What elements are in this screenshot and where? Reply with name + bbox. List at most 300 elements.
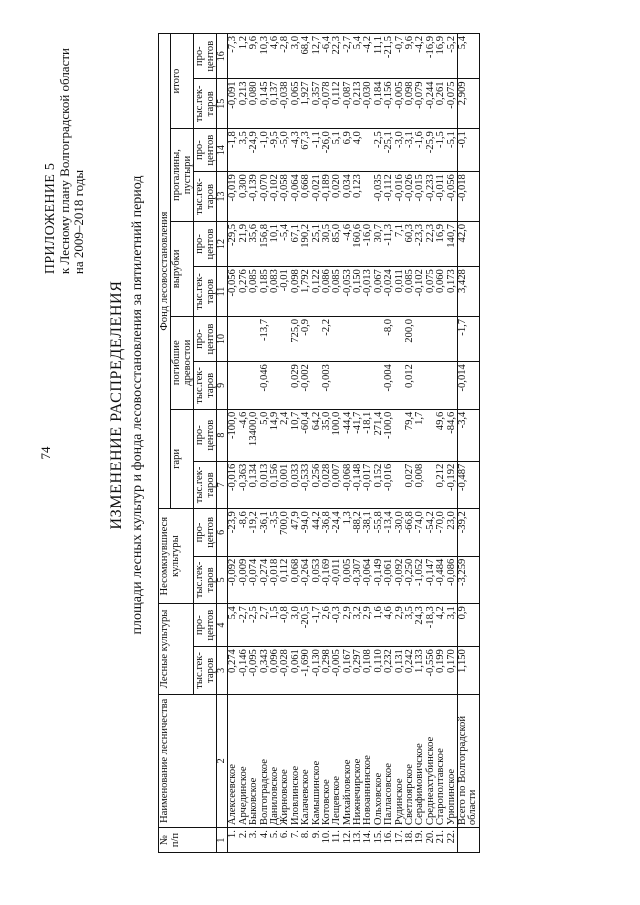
value-col-12-cell: 160,6 xyxy=(352,223,364,248)
value-col-8-cell: 64,2 xyxy=(310,411,322,431)
value-col-6-cell: -74,0 xyxy=(414,511,426,534)
value-col-5-cell: -0,061 xyxy=(383,558,395,587)
value-col-6-cell: -30,0 xyxy=(393,511,405,534)
forestry-name-cell: Лещевское xyxy=(331,776,343,826)
value-col-4-cell: 1,5 xyxy=(268,606,280,620)
value-col-3-cell: 0,297 xyxy=(352,649,364,673)
value-col-16-cell: 9,6 xyxy=(248,36,260,50)
header-burns: гари xyxy=(171,409,194,509)
value-col-5-cell: -0,274 xyxy=(258,558,270,587)
value-col-16-cell: -5,2 xyxy=(445,36,457,53)
total-label: Всего по Волгоградской области xyxy=(458,694,480,827)
value-col-16-cell: -2,7 xyxy=(341,36,353,53)
row-index-cell: 15. xyxy=(372,830,384,844)
value-col-14-cell: -2,5 xyxy=(372,131,384,148)
value-col-11-cell: 0,085 xyxy=(404,269,416,293)
value-col-12-cell: -29,5 xyxy=(227,223,239,246)
value-col-16-cell: 1,2 xyxy=(237,36,249,50)
value-col-7-cell: -0,148 xyxy=(352,463,364,492)
value-col-16-cell: -16,9 xyxy=(424,36,436,59)
value-col-5-cell: -0,264 xyxy=(300,558,312,587)
value-col-5-cell: -0,086 xyxy=(445,558,457,587)
value-col-7-column xyxy=(228,461,458,509)
forestry-name-cell: Новоаннинское xyxy=(362,755,374,826)
value-col-11-cell: -0,053 xyxy=(341,269,353,297)
value-col-16-cell: 9,6 xyxy=(404,36,416,50)
row-index-cell: 10. xyxy=(320,830,332,844)
forestry-name-cell: Арчединское xyxy=(237,766,249,826)
value-col-4-cell: 24,3 xyxy=(414,606,426,625)
value-col-15-cell: -0,244 xyxy=(424,81,436,109)
row-index-cell: 11. xyxy=(331,830,343,843)
value-col-3-cell: 0,170 xyxy=(445,649,457,673)
value-col-10-cell: -8,0 xyxy=(383,318,395,336)
value-col-11-cell: -0,024 xyxy=(383,269,395,297)
value-col-16-cell: 3,0 xyxy=(289,36,301,50)
value-col-16-cell: 10,3 xyxy=(258,36,270,55)
value-col-13-cell: -0,026 xyxy=(404,174,416,202)
value-col-10-cell xyxy=(239,319,249,359)
value-col-12-cell: 21,9 xyxy=(237,223,249,243)
value-col-3-cell: 1,133 xyxy=(414,649,426,673)
value-col-15-cell: 0,213 xyxy=(352,81,364,106)
value-col-9-cell: -0,046 xyxy=(258,364,270,392)
value-col-8-cell: 1,7 xyxy=(414,411,426,425)
column-number: 2 xyxy=(217,694,228,827)
value-col-8-cell: 10,7 xyxy=(289,411,301,431)
value-col-3-cell: 0,298 xyxy=(320,649,332,673)
value-col-13-cell: -0,016 xyxy=(393,174,405,202)
value-col-3-cell: 0,199 xyxy=(435,649,447,673)
header-dead-stands: погибшие древостои xyxy=(171,316,194,409)
value-col-13-cell: -0,112 xyxy=(383,174,395,202)
value-col-3-cell: 0,110 xyxy=(372,649,384,673)
value-col-12-cell: 30,7 xyxy=(372,223,384,243)
value-col-14-cell: -5,1 xyxy=(445,131,457,148)
unit-pct-label: про-центов xyxy=(194,409,217,461)
value-col-8-cell: -18,1 xyxy=(362,411,374,434)
value-col-3-cell: -0,028 xyxy=(279,649,291,677)
value-col-16-cell: -21,5 xyxy=(383,36,395,59)
value-col-11-cell: 0,150 xyxy=(352,269,364,293)
value-col-5-cell: -0,064 xyxy=(362,558,374,587)
total-value: -0,487 xyxy=(458,461,480,509)
row-index-cell: 9. xyxy=(310,830,322,839)
value-col-16-column xyxy=(228,34,458,79)
column-number: 6 xyxy=(217,509,228,557)
value-col-13-cell: 0,020 xyxy=(331,174,343,198)
value-col-12-cell: 85,0 xyxy=(331,223,343,243)
value-col-5-cell: -0,009 xyxy=(237,558,249,587)
forestry-name-column xyxy=(228,694,458,827)
value-col-7-cell: 0,156 xyxy=(268,463,280,488)
value-col-6-cell: -24,4 xyxy=(331,511,343,534)
header-clearings: вырубки xyxy=(171,221,194,316)
value-col-5-cell: -0,018 xyxy=(268,558,280,587)
value-col-8-cell: -60,4 xyxy=(300,411,312,434)
value-col-9-cell xyxy=(239,364,249,407)
value-col-3-cell: 0,096 xyxy=(268,649,280,673)
column-number: 1 xyxy=(217,828,228,853)
value-col-5-cell: -0,011 xyxy=(331,558,343,586)
column-number: 13 xyxy=(217,172,228,222)
forestry-name-cell: Светлоярское xyxy=(404,764,416,826)
row-index-cell: 6. xyxy=(279,830,291,839)
value-col-14-cell: 3,5 xyxy=(237,131,249,145)
value-col-9-cell xyxy=(436,364,446,407)
value-col-16-cell: 11,1 xyxy=(372,36,384,55)
value-col-14-cell: -9,5 xyxy=(268,131,280,148)
value-col-10-cell: 725,0 xyxy=(289,318,301,343)
value-col-15-cell: 0,357 xyxy=(310,81,322,106)
value-col-10-cell xyxy=(363,319,373,359)
value-col-15-cell: -0,087 xyxy=(341,81,353,109)
value-col-7-cell: -0,363 xyxy=(237,463,249,492)
unit-ha-label: тыс.гек-таров xyxy=(194,362,217,410)
value-col-8-cell: -41,7 xyxy=(352,411,364,434)
value-col-15-cell: -0,030 xyxy=(362,81,374,109)
value-col-5-cell: -0,169 xyxy=(320,558,332,587)
value-col-3-cell: -0,146 xyxy=(237,649,249,677)
total-value: -0,014 xyxy=(458,362,480,410)
value-col-16-cell: -4,2 xyxy=(414,36,426,53)
unit-pct-label: про-центов xyxy=(194,34,217,79)
value-col-10-cell xyxy=(343,319,353,359)
value-col-12-cell: 35,6 xyxy=(248,223,260,243)
value-col-12-cell: -11,3 xyxy=(383,223,395,246)
value-col-6-cell: -66,8 xyxy=(404,511,416,534)
column-number: 15 xyxy=(217,79,228,129)
value-col-14-cell: -24,9 xyxy=(248,131,260,154)
value-col-3-cell: -0,130 xyxy=(310,649,322,677)
value-col-3-cell: -0,005 xyxy=(331,649,343,677)
appendix-line-2: на 2009–2018 годы xyxy=(71,169,86,275)
value-col-15-cell: 0,213 xyxy=(237,81,249,106)
value-col-12-cell: -23,3 xyxy=(414,223,426,246)
value-col-11-cell: -0,102 xyxy=(414,269,426,297)
value-col-12-cell: 140,7 xyxy=(445,223,457,248)
data-rows xyxy=(228,34,458,853)
value-col-16-cell: -7,3 xyxy=(227,36,239,53)
value-col-3-column xyxy=(228,647,458,695)
forestry-name-cell: Ольховское xyxy=(372,772,384,826)
value-col-11-cell: 0,075 xyxy=(424,269,436,293)
header-total: итого xyxy=(171,34,194,129)
reforestation-table xyxy=(158,33,480,853)
value-col-4-cell: 2,6 xyxy=(320,606,332,620)
value-col-6-cell: -70,0 xyxy=(435,511,447,534)
value-col-9-cell xyxy=(415,364,425,407)
value-col-3-cell: 0,274 xyxy=(227,649,239,673)
value-col-4-cell: 3,1 xyxy=(445,606,457,620)
value-col-8-cell: 2,4 xyxy=(279,411,291,425)
value-col-6-cell: -13,4 xyxy=(383,511,395,534)
value-col-14-cell: -1,0 xyxy=(258,131,270,148)
unit-ha-label: тыс.гек-таров xyxy=(194,556,217,604)
value-col-14-cell: -1,6 xyxy=(414,131,426,148)
value-col-7-cell: 0,256 xyxy=(310,463,322,488)
value-col-9-cell: -0,004 xyxy=(383,364,395,392)
value-col-4-cell: 3,5 xyxy=(404,606,416,620)
value-col-10-cell xyxy=(426,319,436,359)
value-col-13-cell: -0,189 xyxy=(320,174,332,202)
total-row xyxy=(458,34,480,853)
value-col-5-cell: -0,149 xyxy=(372,558,384,587)
value-col-15-cell: 0,137 xyxy=(268,81,280,106)
value-col-13-cell: -0,011 xyxy=(435,174,447,202)
value-col-11-cell: 0,085 xyxy=(331,269,343,293)
value-col-6-cell: 44,2 xyxy=(310,511,322,530)
row-index-cell: 20. xyxy=(424,830,436,844)
value-col-6-cell: -38,1 xyxy=(362,511,374,534)
value-col-4-cell: 3,2 xyxy=(352,606,364,620)
row-index-cell: 4. xyxy=(258,830,270,839)
unit-pct-label: про-центов xyxy=(194,129,217,172)
forestry-name-cell: Калачевское xyxy=(300,769,312,826)
value-col-5-cell: -1,052 xyxy=(414,558,426,587)
value-col-15-cell: -0,078 xyxy=(320,81,332,109)
value-col-12-column xyxy=(228,221,458,266)
value-col-6-cell: -55,8 xyxy=(372,511,384,534)
value-col-11-cell: 0,085 xyxy=(248,269,260,293)
unit-ha-label: тыс.гек-таров xyxy=(194,461,217,509)
value-col-10-cell xyxy=(270,319,280,359)
value-col-11-cell: 0,083 xyxy=(268,269,280,293)
value-col-6-cell: -36,1 xyxy=(258,511,270,534)
total-value: 42,0 xyxy=(458,221,480,266)
value-col-13-cell: -0,070 xyxy=(258,174,270,202)
column-number: 12 xyxy=(217,221,228,266)
value-col-8-cell: 13400,0 xyxy=(248,411,260,447)
value-col-12-cell: 156,8 xyxy=(258,223,270,248)
value-col-10-cell xyxy=(353,319,363,359)
value-col-15-cell: -0,075 xyxy=(445,81,457,109)
column-number: 9 xyxy=(217,362,228,410)
value-col-5-cell: -0,092 xyxy=(393,558,405,587)
value-col-14-cell: 5,1 xyxy=(331,131,343,145)
forestry-name-cell: Быковское xyxy=(248,777,260,826)
value-col-8-cell: 271,4 xyxy=(372,411,384,436)
value-col-16-cell: -6,4 xyxy=(320,36,332,53)
value-col-9-cell: 0,012 xyxy=(404,364,416,388)
value-col-15-cell: -0,038 xyxy=(279,81,291,109)
value-col-15-cell: 1,927 xyxy=(300,81,312,106)
total-value: -1,7 xyxy=(458,316,480,361)
forestry-name-cell: Рудинское xyxy=(393,778,405,826)
value-col-13-cell: 0,300 xyxy=(237,174,249,198)
column-number: 11 xyxy=(217,267,228,317)
value-col-14-cell: -4,3 xyxy=(289,131,301,148)
value-col-4-cell: -2,7 xyxy=(237,606,249,623)
value-col-14-cell: -3,1 xyxy=(404,131,416,148)
row-index-cell: 1. xyxy=(227,830,239,839)
value-col-4-cell: -0,3 xyxy=(331,606,343,623)
value-col-6-cell: -3,5 xyxy=(268,511,280,528)
value-col-11-cell: 0,067 xyxy=(372,269,384,293)
value-col-12-cell: 22,3 xyxy=(424,223,436,243)
value-col-12-cell: 30,5 xyxy=(320,223,332,243)
value-col-10-cell xyxy=(447,319,457,359)
value-col-3-cell: 0,232 xyxy=(383,649,395,673)
value-col-13-cell: -0,019 xyxy=(227,174,239,202)
value-col-10-cell xyxy=(415,319,425,359)
value-col-7-cell: -0,016 xyxy=(227,463,239,492)
value-col-3-cell: 0,131 xyxy=(393,649,405,673)
header-num: № п/п xyxy=(159,828,217,853)
unit-ha-label: тыс.гек-таров xyxy=(194,79,217,129)
row-index-cell: 5. xyxy=(268,830,280,839)
value-col-16-cell: -2,8 xyxy=(279,36,291,53)
page-number: 74 xyxy=(38,446,53,460)
value-col-9-cell xyxy=(332,364,342,407)
value-col-12-cell: 10,1 xyxy=(268,223,280,243)
value-col-8-cell: -100,0 xyxy=(227,411,239,440)
value-col-16-cell: 22,3 xyxy=(331,36,343,55)
value-col-11-cell: -0,013 xyxy=(362,269,374,297)
value-col-14-cell: -1,5 xyxy=(435,131,447,148)
value-col-12-cell: 25,1 xyxy=(310,223,322,243)
value-col-11-cell: 0,122 xyxy=(310,269,322,293)
value-col-5-cell: 0,112 xyxy=(279,558,291,583)
value-col-7-cell: -0,533 xyxy=(300,463,312,492)
value-col-6-cell: 23,0 xyxy=(445,511,457,530)
value-col-16-cell: 12,7 xyxy=(310,36,322,55)
value-col-13-cell: -0,021 xyxy=(310,174,322,202)
row-index-cell: 19. xyxy=(414,830,426,844)
value-col-5-cell: -0,074 xyxy=(248,558,260,587)
total-value: -0,1 xyxy=(458,129,480,172)
value-col-3-cell: -0,556 xyxy=(424,649,436,677)
value-col-13-cell: 0,668 xyxy=(300,174,312,198)
appendix-caption xyxy=(44,48,86,274)
value-col-3-cell: 0,343 xyxy=(258,649,270,673)
value-col-16-cell: 5,4 xyxy=(352,36,364,50)
value-col-15-cell: -0,091 xyxy=(227,81,239,109)
value-col-15-cell: 0,261 xyxy=(435,81,447,106)
value-col-4-cell: -0,8 xyxy=(279,606,291,623)
value-col-12-cell: -16,0 xyxy=(362,223,374,246)
value-col-9-cell: -0,002 xyxy=(300,364,312,392)
value-col-4-cell: 2,9 xyxy=(362,606,374,620)
value-col-8-cell: 35,0 xyxy=(320,411,332,431)
value-col-10-column xyxy=(228,316,458,361)
value-col-8-cell: 100,0 xyxy=(331,411,343,436)
row-index-cell: 22. xyxy=(445,830,457,844)
value-col-3-cell: 0,167 xyxy=(341,649,353,673)
forestry-name-cell: Камышинское xyxy=(310,760,322,826)
value-col-13-cell: -0,233 xyxy=(424,174,436,202)
forestry-name-cell: Нижнечирское xyxy=(352,758,364,826)
value-col-14-cell: 6,9 xyxy=(341,131,353,145)
value-col-7-cell: 0,028 xyxy=(320,463,332,488)
value-col-13-cell: -0,064 xyxy=(289,174,301,202)
row-index-cell: 3. xyxy=(248,830,260,839)
value-col-11-column xyxy=(228,267,458,317)
value-col-4-cell: 4,2 xyxy=(435,606,447,620)
value-col-8-cell: 49,6 xyxy=(435,411,447,431)
value-col-5-column xyxy=(228,556,458,604)
column-number: 16 xyxy=(217,34,228,79)
total-value: 3,428 xyxy=(458,267,480,317)
forestry-name-cell: Жирновское xyxy=(279,769,291,826)
unit-pct-label: про-центов xyxy=(194,604,217,647)
value-col-15-cell: -0,156 xyxy=(383,81,395,109)
value-col-6-cell: 47,9 xyxy=(289,511,301,530)
value-col-8-cell: 5,0 xyxy=(258,411,270,425)
total-value: -3,4 xyxy=(458,409,480,461)
value-col-12-cell: -5,4 xyxy=(279,223,291,241)
value-col-6-cell: -94,0 xyxy=(300,511,312,534)
value-col-11-cell: 0,098 xyxy=(289,269,301,293)
value-col-9-column xyxy=(228,362,458,410)
value-col-10-cell xyxy=(332,319,342,359)
value-col-15-cell: 0,098 xyxy=(404,81,416,106)
forestry-name-cell: Волгоградское xyxy=(258,759,270,826)
value-col-13-cell: -0,058 xyxy=(279,174,291,202)
forestry-name-cell: Среднеахтубинское xyxy=(424,736,436,826)
value-col-12-cell: 16,9 xyxy=(435,223,447,243)
value-col-13-cell: 0,123 xyxy=(352,174,364,198)
value-col-4-cell: 4,6 xyxy=(383,606,395,620)
unit-ha-label: тыс.гек-таров xyxy=(194,267,217,317)
value-col-16-cell: 16,9 xyxy=(435,36,447,55)
value-col-8-cell: -44,4 xyxy=(341,411,353,434)
row-index-cell: 17. xyxy=(393,830,405,844)
value-col-15-cell: 0,184 xyxy=(372,81,384,106)
value-col-12-cell: 60,3 xyxy=(404,223,416,243)
value-col-14-cell: -1,1 xyxy=(310,131,322,148)
value-col-6-cell: 700,0 xyxy=(279,511,291,536)
value-col-11-cell: -0,056 xyxy=(227,269,239,297)
value-col-14-cell: 4,0 xyxy=(352,131,364,145)
value-col-11-cell: -0,01 xyxy=(279,269,291,292)
value-col-4-cell: 1,6 xyxy=(372,606,384,620)
value-col-10-cell: 200,0 xyxy=(404,318,416,343)
column-number: 3 xyxy=(217,647,228,695)
value-col-11-cell: 1,792 xyxy=(300,269,312,293)
value-col-6-cell: -23,9 xyxy=(227,511,239,534)
value-col-5-cell: 0,005 xyxy=(341,558,353,583)
value-col-9-cell xyxy=(426,364,436,407)
value-col-3-cell: 0,108 xyxy=(362,649,374,673)
value-col-9-cell xyxy=(343,364,353,407)
value-col-8-column xyxy=(228,409,458,461)
value-col-14-cell: -25,1 xyxy=(383,131,395,154)
value-col-4-cell: -18,3 xyxy=(424,606,436,629)
value-col-9-cell xyxy=(447,364,457,407)
value-col-5-cell: -0,307 xyxy=(352,558,364,587)
value-col-6-cell: -54,2 xyxy=(424,511,436,534)
value-col-5-cell: -0,092 xyxy=(227,558,239,587)
forestry-name-cell: Серафимовичское xyxy=(414,743,426,826)
header-glades: прогалины, пустыри xyxy=(171,129,194,222)
value-col-9-cell xyxy=(228,364,238,407)
value-col-13-cell: -0,056 xyxy=(445,174,457,202)
value-col-7-cell: 0,013 xyxy=(258,463,270,488)
value-col-4-cell: 2,7 xyxy=(258,606,270,620)
header-reforestation-fund: Фонд лесовосстановления xyxy=(159,34,171,509)
value-col-5-cell: -0,147 xyxy=(424,558,436,587)
value-col-9-cell xyxy=(353,364,363,407)
value-col-5-cell: 0,053 xyxy=(310,558,322,583)
value-col-6-cell: -8,6 xyxy=(237,511,249,528)
row-index-cell: 16. xyxy=(383,830,395,844)
value-col-11-cell: 0,086 xyxy=(320,269,332,293)
value-col-9-cell: -0,003 xyxy=(320,364,332,392)
value-col-13-cell: 0,034 xyxy=(341,174,353,198)
value-col-7-cell: 0,033 xyxy=(289,463,301,488)
value-col-16-cell: -0,7 xyxy=(393,36,405,53)
